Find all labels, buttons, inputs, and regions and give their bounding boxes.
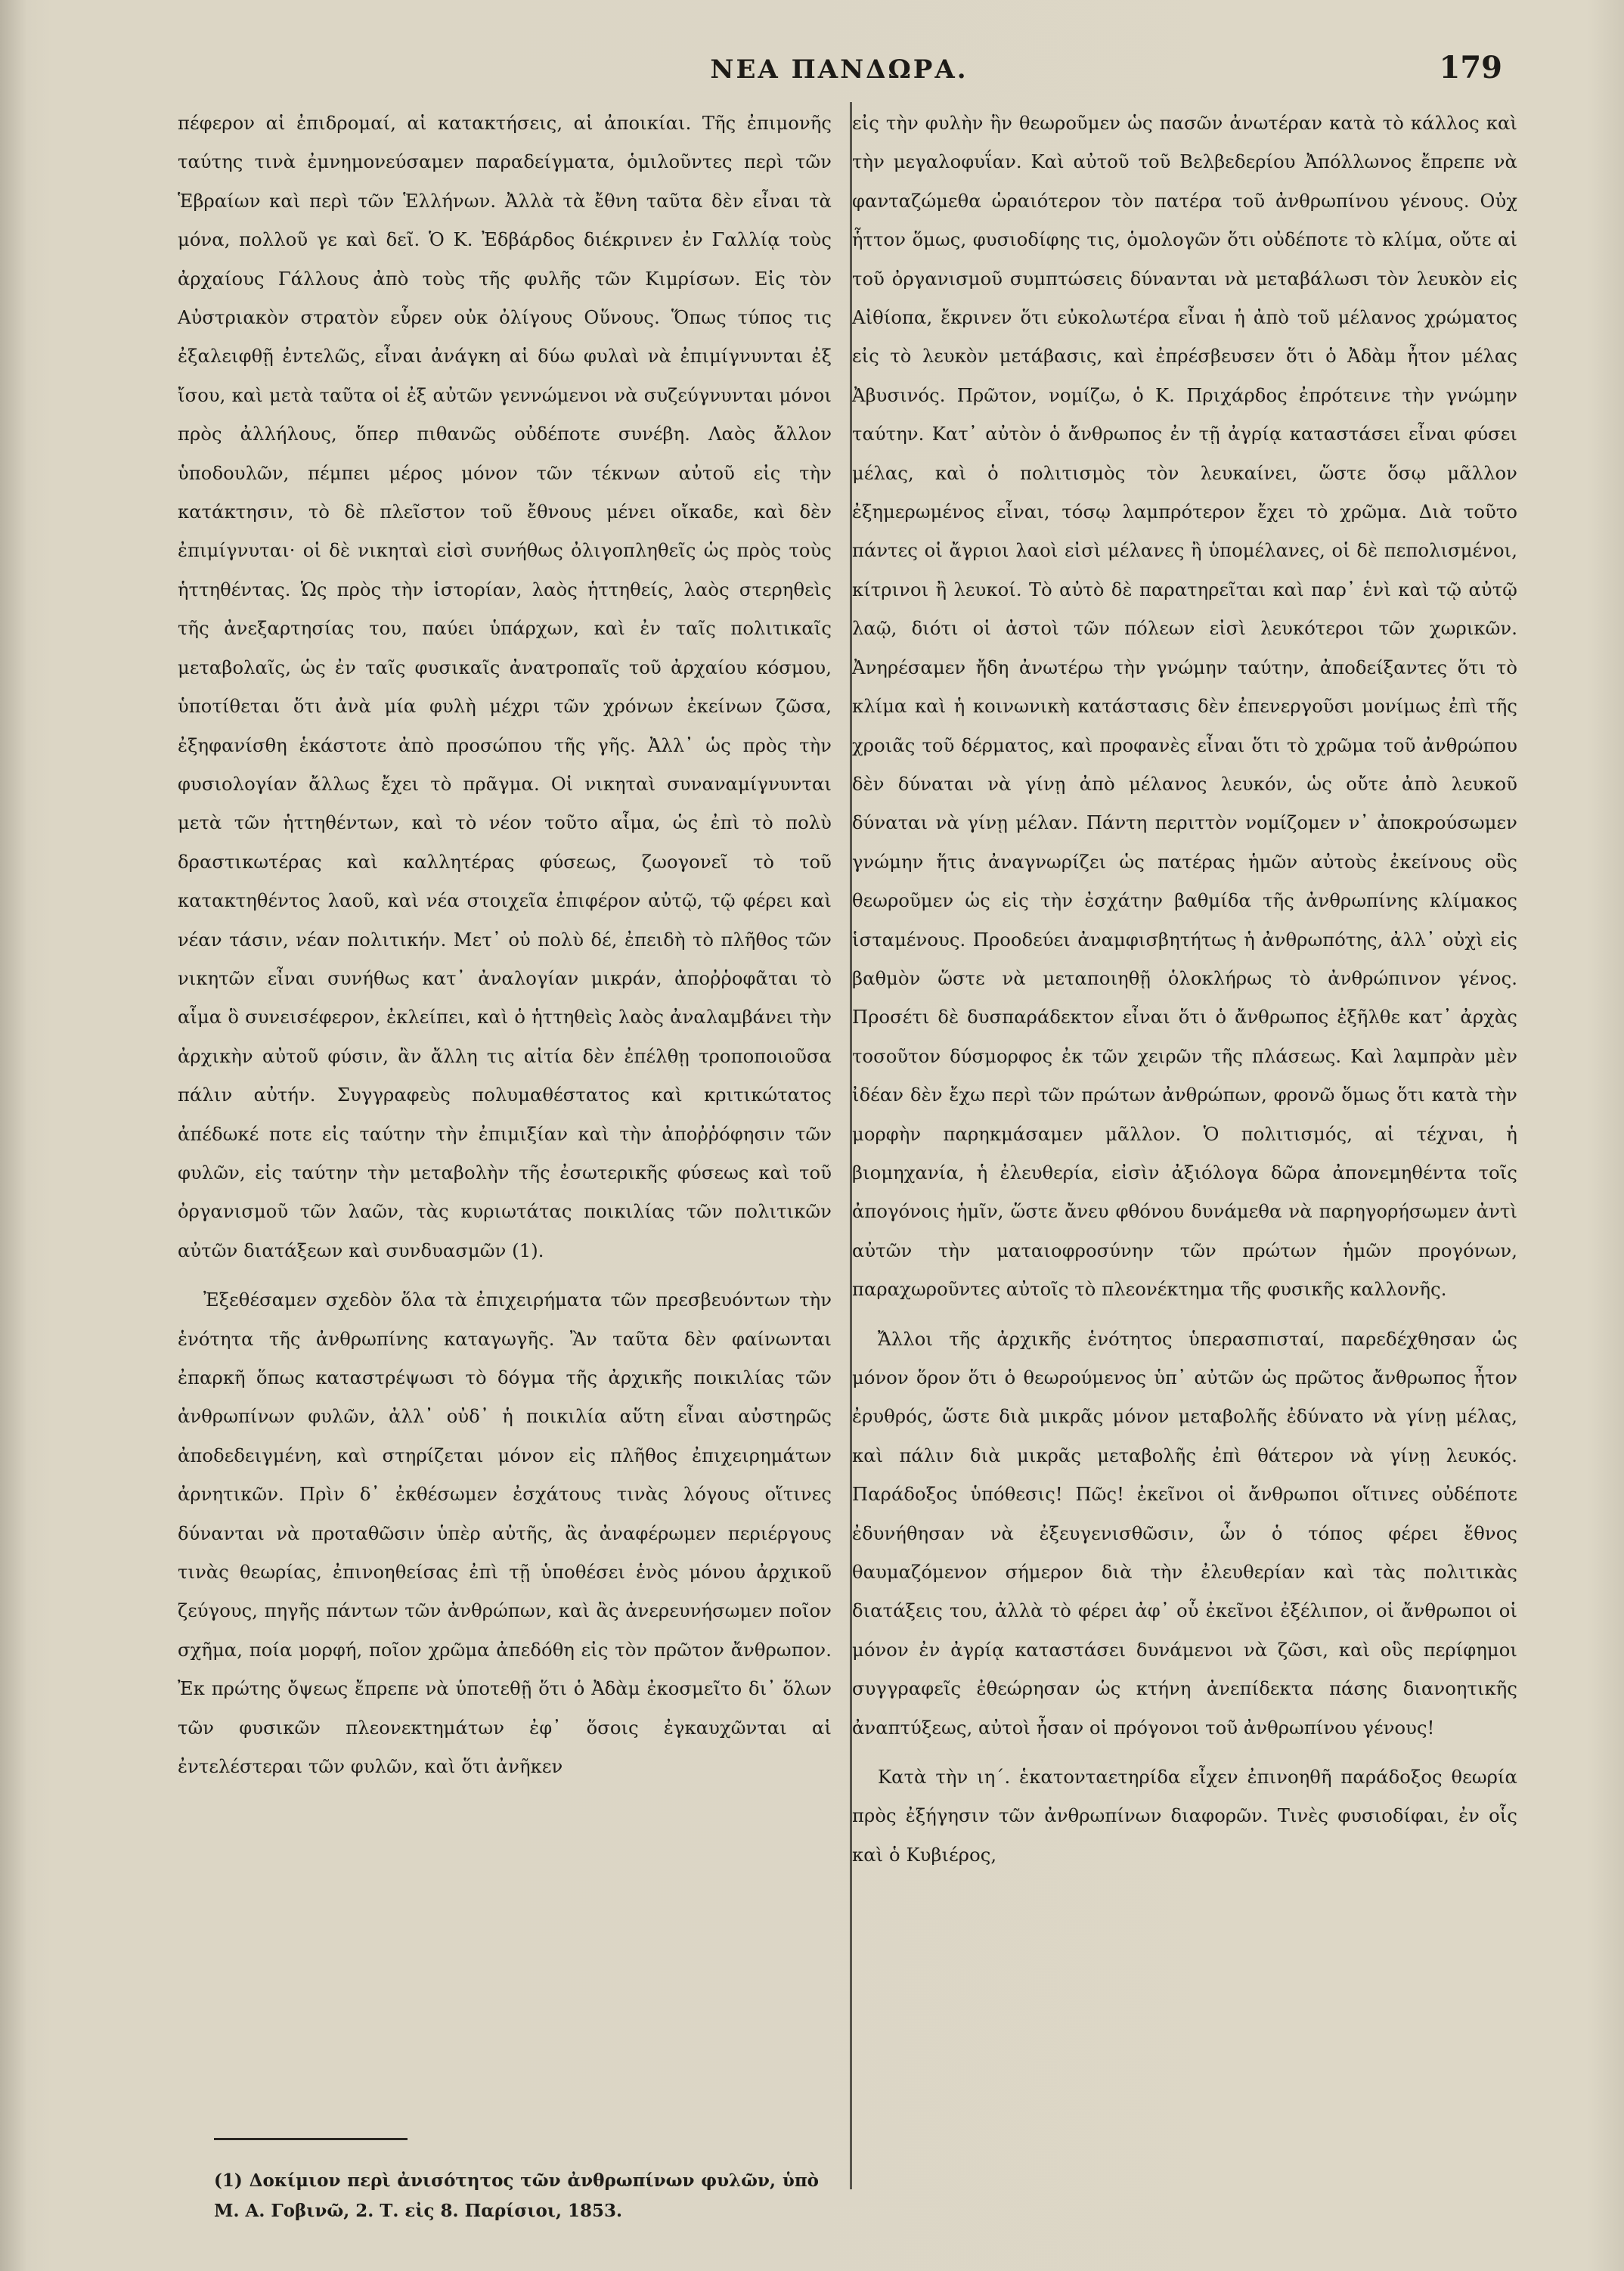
right-column <box>852 104 1517 1885</box>
running-title: ΝΕΑ ΠΑΝΔΩΡΑ. <box>710 54 969 85</box>
page-number: 179 <box>1439 50 1502 85</box>
body-paragraph: εἰς τὴν φυλὴν ἣν θεωροῦμεν ὡς πασῶν ἀνωτέραν κατὰ τὸ κάλλος καὶ τὴν μεγαλοφυΐαν. Καὶ αὐτοῦ τοῦ Βελβεδερίου Ἀπόλλωνος ἔπρεπε νὰ φανταζώμεθα ὡραιότερον τὸν πατέρα τοῦ ἀνθρωπίνου γένους. Οὐχ ἧττον ὅμως, φυσιοδίφης τις, ὁμολογῶν ὅτι οὐδέποτε τὸ κλίμα, οὔτε αἱ τοῦ ὀργανισμοῦ συμπτώσεις δύνανται νὰ μεταβάλωσι τὸν λευκὸν εἰς Αἰθίοπα, ἔκρινεν ὅτι εὐκολωτέρα εἶναι ἡ ἀπὸ τοῦ μέλανος χρώματος εἰς τὸ λευκὸν μετάβασις, καὶ ἐπρέσβευσεν ὅτι ὁ Ἀδὰμ ἦτον μέλας Ἀβυσινός. Πρῶτον, νομίζω, ὁ Κ. Πριχάρδος ἐπρότεινε τὴν γνώμην ταύτην. Κατ᾽ αὐτὸν ὁ ἄνθρωπος ἐν τῇ ἀγρίᾳ καταστάσει εἶναι φύσει μέλας, καὶ ὁ πολιτισμὸς τὸν λευκαίνει, ὥστε ὅσῳ μᾶλλον ἐξημερωμένος εἶναι, τόσῳ λαμπρότερον ἔχει τὸ χρῶμα. Διὰ τοῦτο πάντες οἱ ἄγριοι λαοὶ εἰσὶ μέλανες ἢ ὑπομέλανες, οἱ δὲ πεπολισμένοι, κίτρινοι ἢ λευκοί. Τὸ αὐτὸ δὲ παρατηρεῖται καὶ παρ᾽ ἑνὶ καὶ τῷ αὐτῷ λαῷ, διότι οἱ ἀστοὶ τῶν πόλεων εἰσὶ λευκότεροι τῶν χωρικῶν. Ἀνηρέσαμεν ἤδη ἀνωτέρω τὴν γνώμην ταύτην, ἀποδείξαντες ὅτι τὸ κλίμα καὶ ἡ κοινωνικὴ κατάστασις δὲν ἐπενεργοῦσι μονίμως ἐπὶ τῆς χροιᾶς τοῦ δέρματος, καὶ προφανὲς εἶναι ὅτι τὸ χρῶμα τοῦ ἀνθρώπου δὲν δύναται νὰ γίνῃ ἀπὸ μέλανος λευκόν, ὡς οὔτε ἀπὸ λευκοῦ δύναται νὰ γίνῃ μέλαν. Πάντη περιττὸν νομίζομεν ν᾽ ἀποκρούσωμεν γνώμην ἥτις ἀναγνωρίζει ὡς πατέρας ἡμῶν αὐτοὺς ἐκείνους οὓς θεωροῦμεν ὡς εἰς τὴν ἐσχάτην βαθμίδα τῆς ἀνθρωπίνης κλίμακος ἱσταμένους. Προοδεύει ἀναμφισβητήτως ἡ ἀνθρωπότης, ἀλλ᾽ οὐχὶ εἰς βαθμὸν ὥστε νὰ μεταποιηθῇ ὁλοκλήρως τὸ ἀνθρώπινον γένος. Προσέτι δὲ δυσπαράδεκτον εἶναι ὅτι ὁ ἄνθρωπος ἐξῆλθε κατ᾽ ἀρχὰς τοσοῦτον δύσμορφος ἐκ τῶν χειρῶν τῆς πλάσεως. Καὶ λαμπρὰν μὲν ἰδέαν δὲν ἔχω περὶ τῶν πρώτων ἀνθρώπων, φρονῶ ὅμως ὅτι κατὰ τὴν μορφὴν παρηκμάσαμεν μᾶλλον. Ὁ πολιτισμός, αἱ τέχναι, ἡ βιομηχανία, ἡ ἐλευθερία, εἰσὶν ἀξιόλογα δῶρα ἀπονεμηθέντα τοῖς ἀπογόνοις ἡμῖν, ὥστε ἄνευ φθόνου δυνάμεθα νὰ παρηγορήσωμεν ἀντὶ αὐτῶν τὴν ματαιοφροσύνην τῶν πρώτων ἡμῶν προγόνων, παραχωροῦντες αὐτοῖς τὸ πλεονέκτημα τῆς φυσικῆς καλλονῆς. <box>852 113 1517 1301</box>
body-paragraph: πέφερον αἱ ἐπιδρομαί, αἱ κατακτήσεις, αἱ ἀποικίαι. Τῆς ἐπιμονῆς ταύτης τινὰ ἐμνημονεύσαμεν παραδείγματα, ὁμιλοῦντες περὶ τῶν Ἑβραίων καὶ περὶ τῶν Ἑλλήνων. Ἀλλὰ τὰ ἔθνη ταῦτα δὲν εἶναι τὰ μόνα, πολλοῦ γε καὶ δεῖ. Ὁ Κ. Ἐδβάρδος διέκρινεν ἐν Γαλλίᾳ τοὺς ἀρχαίους Γάλλους ἀπὸ τοὺς τῆς φυλῆς τῶν Κιμρίσων. Εἰς τὸν Αὐστριακὸν στρατὸν εὗρεν οὐκ ὀλίγους Οὕνους. Ὅπως τύπος τις ἐξαλειφθῇ ἐντελῶς, εἶναι ἀνάγκη αἱ δύω φυλαὶ νὰ ἐπιμίγνυνται ἐξ ἴσου, καὶ μετὰ ταῦτα οἱ ἐξ αὐτῶν γεννώμενοι νὰ συζεύγνυνται μόνοι πρὸς ἀλλήλους, ὅπερ πιθανῶς οὐδέποτε συνέβη. Λαὸς ἄλλον ὑποδουλῶν, πέμπει μέρος μόνον τῶν τέκνων αὐτοῦ εἰς τὴν κατάκτησιν, τὸ δὲ πλεῖστον τοῦ ἔθνους μένει οἴκαδε, καὶ δὲν ἐπιμίγνυται· οἱ δὲ νικηταὶ εἰσὶ συνήθως ὀλιγοπληθεῖς ὡς πρὸς τοὺς ἡττηθέντας. Ὡς πρὸς τὴν ἱστορίαν, λαὸς ἡττηθείς, λαὸς στερηθεὶς τῆς ἀνεξαρτησίας του, παύει ὑπάρχων, καὶ ἐν ταῖς πολιτικαῖς μεταβολαῖς, ὡς ἐν ταῖς φυσικαῖς ἀνατροπαῖς τοῦ ἀρχαίου κόσμου, ὑποτίθεται ὅτι ἀνὰ μία φυλὴ μέχρι τῶν χρόνων ἐκείνων ζῶσα, ἐξηφανίσθη ἑκάστοτε ἀπὸ προσώπου τῆς γῆς. Ἀλλ᾽ ὡς πρὸς τὴν φυσιολογίαν ἄλλως ἔχει τὸ πρᾶγμα. Οἱ νικηταὶ συναναμίγνυνται μετὰ τῶν ἡττηθέντων, καὶ τὸ νέον τοῦτο αἷμα, ὡς ἐπὶ τὸ πολὺ δραστικωτέρας καὶ καλλητέρας φύσεως, ζωογονεῖ τὸ τοῦ κατακτηθέντος λαοῦ, καὶ νέα στοιχεῖα ἐπιφέρον αὐτῷ, τῷ φέρει καὶ νέαν τάσιν, νέαν πολιτικήν. Μετ᾽ οὐ πολὺ δέ, ἐπειδὴ τὸ πλῆθος τῶν νικητῶν εἶναι συνήθως κατ᾽ ἀναλογίαν μικράν, ἀποῤῥοφᾶται τὸ αἷμα ὃ συνεισέφερον, ἐκλείπει, καὶ ὁ ἡττηθεὶς λαὸς ἀναλαμβάνει τὴν ἀρχικὴν αὐτοῦ φύσιν, ἂν ἄλλη τις αἰτία δὲν ἐπέλθῃ τροποποιοῦσα πάλιν αὐτήν. Συγγραφεὺς πολυμαθέστατος καὶ κριτικώτατος ἀπέδωκέ ποτε εἰς ταύτην τὴν ἐπιμιξίαν καὶ τὴν ἀποῤῥόφησιν τῶν φυλῶν, εἰς ταύτην τὴν μεταβολὴν τῆς ἐσωτερικῆς φύσεως καὶ τοῦ ὀργανισμοῦ τῶν λαῶν, τὰς κυριωτάτας ποικιλίας τῶν πολιτικῶν αὐτῶν διατάξεων καὶ συνδυασμῶν (1). <box>178 113 832 1261</box>
body-paragraph: Ἐξεθέσαμεν σχεδὸν ὅλα τὰ ἐπιχειρήματα τῶν πρεσβευόντων τὴν ἑνότητα τῆς ἀνθρωπίνης καταγωγῆς. Ἂν ταῦτα δὲν φαίνωνται ἐπαρκῆ ὅπως καταστρέψωσι τὸ δόγμα τῆς ἀρχικῆς ποικιλίας τῶν ἀνθρωπίνων φυλῶν, ἀλλ᾽ οὐδ᾽ ἡ ποικιλία αὕτη εἶναι αὐστηρῶς ἀποδεδειγμένη, καὶ στηρίζεται μόνον εἰς πλῆθος ἐπιχειρημάτων ἀρνητικῶν. Πρὶν δ᾽ ἐκθέσωμεν ἐσχάτους τινὰς λόγους οἵτινες δύνανται νὰ προταθῶσιν ὑπὲρ αὐτῆς, ἂς ἀναφέρωμεν περιέργους τινὰς θεωρίας, ἐπινοηθείσας ἐπὶ τῇ ὑποθέσει ἑνὸς μόνου ἀρχικοῦ ζεύγους, πηγῆς πάντων τῶν ἀνθρώπων, καὶ ἂς ἀνερευνήσωμεν ποῖον σχῆμα, ποία μορφή, ποῖον χρῶμα ἀπεδόθη εἰς τὸν πρῶτον ἄνθρωπον. Ἐκ πρώτης ὄψεως ἔπρεπε νὰ ὑποτεθῇ ὅτι ὁ Ἀδὰμ ἐκοσμεῖτο δι᾽ ὅλων τῶν φυσικῶν πλεονεκτημάτων ἐφ᾽ ὅσοις ἐγκαυχῶνται αἱ ἐντελέστεραι τῶν φυλῶν, καὶ ὅτι ἀνῆκεν <box>178 1289 832 1778</box>
page-header <box>185 50 1502 100</box>
body-paragraph: Ἄλλοι τῆς ἀρχικῆς ἑνότητος ὑπερασπισταί, παρεδέχθησαν ὡς μόνον ὅρον ὅτι ὁ θεωρούμενος ὑπ᾽ αὐτῶν ὡς πρῶτος ἄνθρωπος ἦτον ἐρυθρός, ὥστε διὰ μικρᾶς μόνον μεταβολῆς ἐδύνατο νὰ γίνῃ μέλας, καὶ πάλιν διὰ μικρᾶς μεταβολῆς ἐπὶ θάτερον νὰ γίνῃ λευκός. Παράδοξος ὑπόθεσις! Πῶς! ἐκεῖνοι οἱ ἄνθρωποι οἵτινες οὐδέποτε ἐδυνήθησαν νὰ ἐξευγενισθῶσιν, ὧν ὁ τόπος φέρει ἔθνος θαυμαζόμενον σήμερον διὰ τὴν ἐλευθερίαν καὶ τὰς πολιτικὰς διατάξεις του, ἀλλὰ τὸ φέρει ἀφ᾽ οὗ ἐκεῖνοι ἐξέλιπον, οἱ ἄνθρωποι οἱ μόνον ἐν ἀγρίᾳ καταστάσει δυνάμενοι νὰ ζῶσι, καὶ οὓς περίφημοι συγγραφεῖς ἐθεώρησαν ὡς κτήνη ἀνεπίδεκτα πάσης διανοητικῆς ἀναπτύξεως, αὐτοὶ ἦσαν οἱ πρόγονοι τοῦ ἀνθρωπίνου γένους! <box>852 1328 1517 1739</box>
left-column <box>178 104 832 1797</box>
footnote: (1) Δοκίμιον περὶ ἀνισότητος τῶν ἀνθρωπίνων φυλῶν, ὑπὸ Μ. Α. Γοβινῶ, 2. Τ. εἰς 8. Παρίσιοι, 1853. <box>214 2170 819 2221</box>
body-paragraph: Κατὰ τὴν ιη΄. ἑκατονταετηρίδα εἶχεν ἐπινοηθῆ παράδοξος θεωρία πρὸς ἐξήγησιν τῶν ἀνθρωπίνων διαφορῶν. Τινὲς φυσιοδίφαι, ἐν οἷς καὶ ὁ Κυβιέρος, <box>852 1767 1517 1866</box>
footnote-divider <box>214 2138 408 2140</box>
